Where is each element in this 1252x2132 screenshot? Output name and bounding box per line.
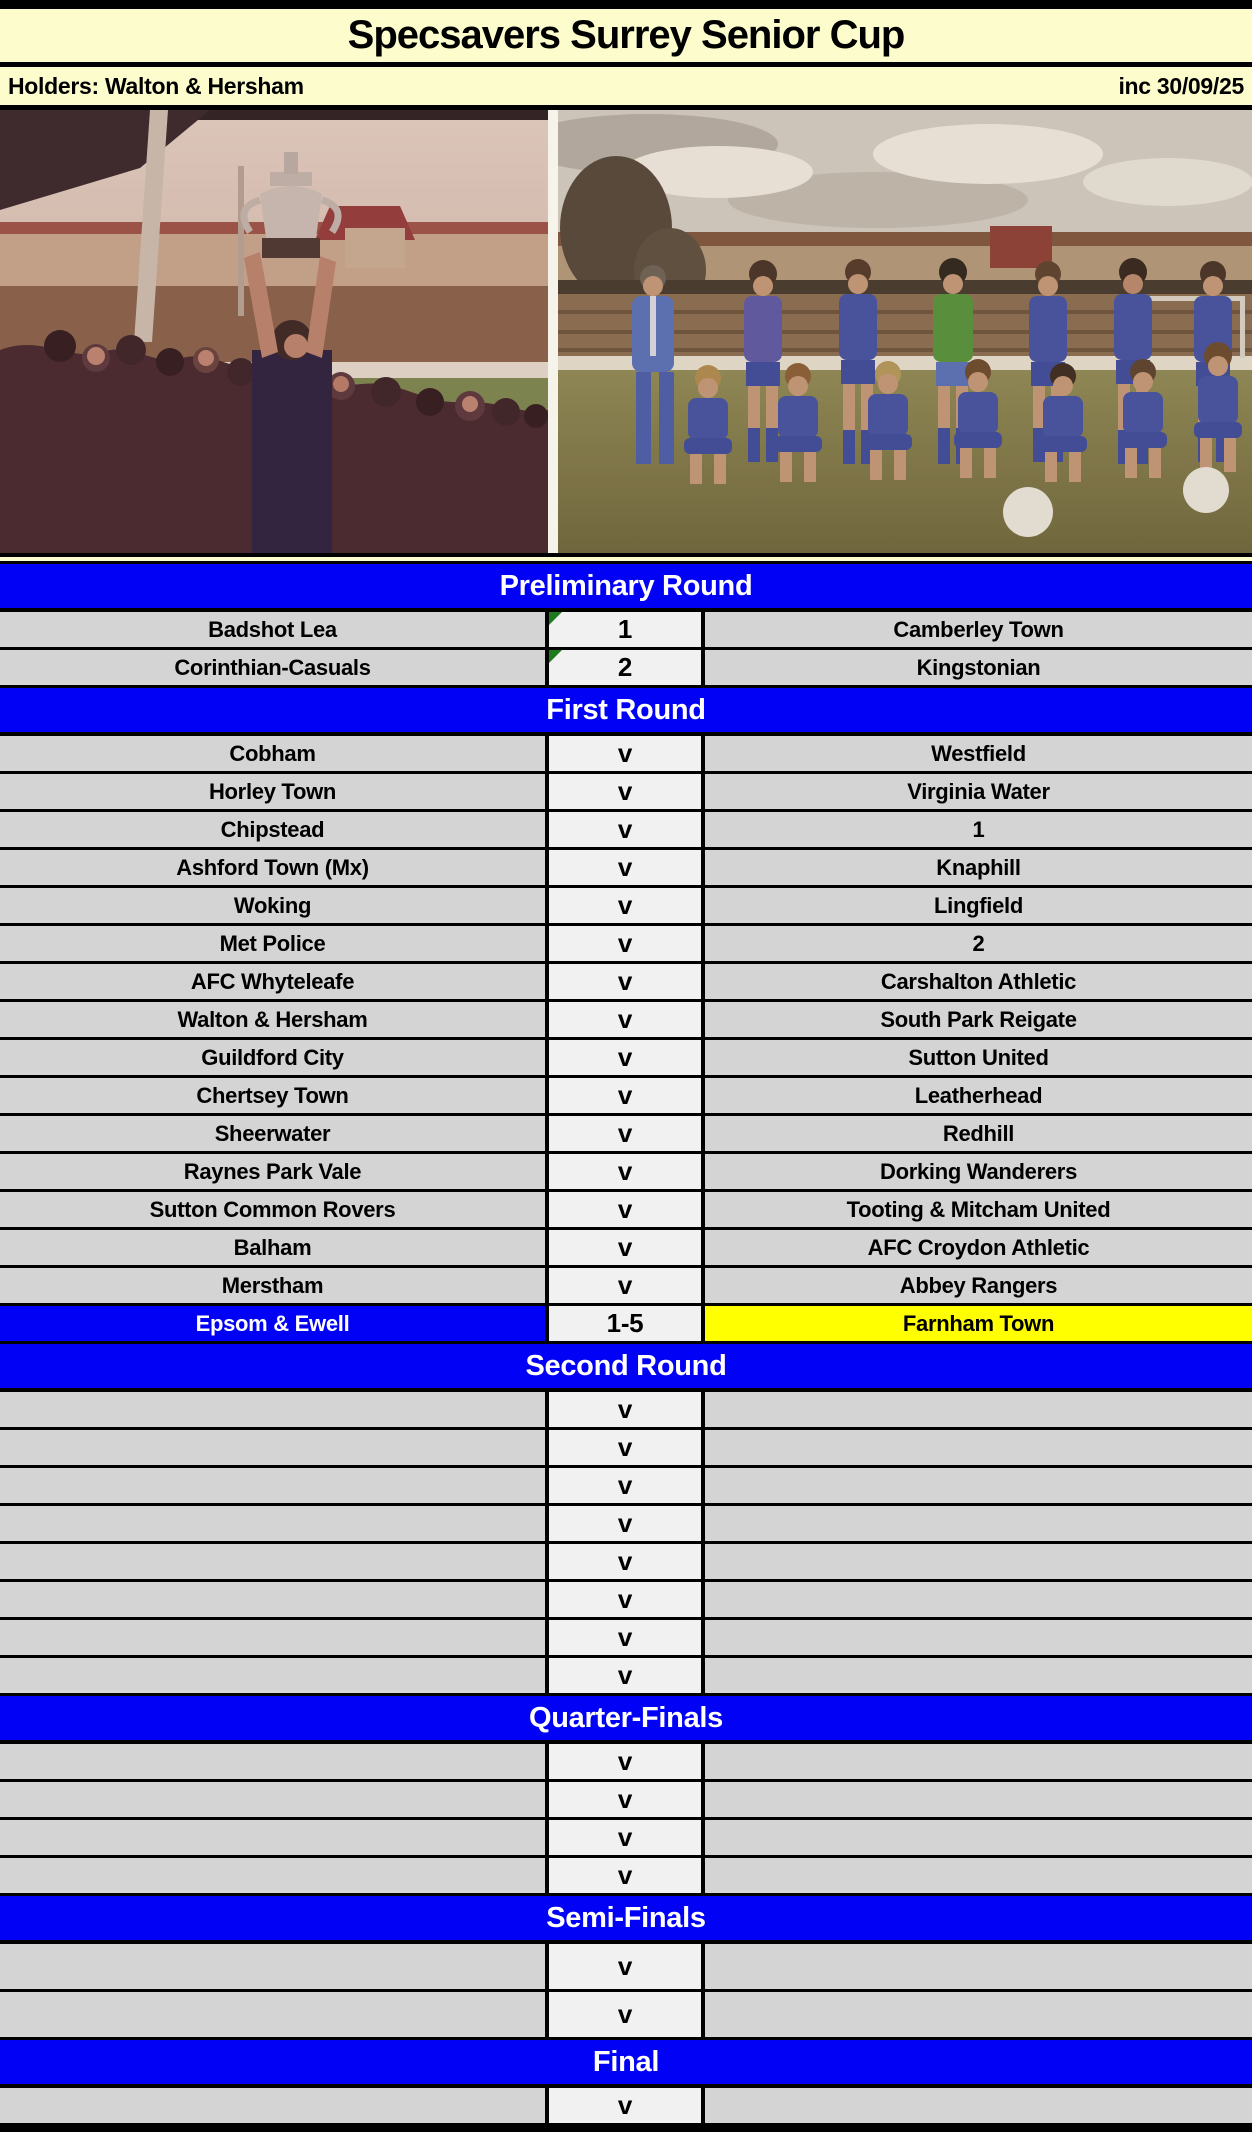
score-cell: v bbox=[545, 1002, 705, 1037]
away-team-cell bbox=[705, 1506, 1252, 1541]
score-cell: 1-5 bbox=[545, 1306, 705, 1341]
match-row bbox=[0, 888, 1252, 926]
away-team-cell bbox=[705, 2088, 1252, 2123]
round-banner: First Round bbox=[0, 688, 1252, 736]
away-team-cell: Sutton United bbox=[705, 1040, 1252, 1075]
score-cell: v bbox=[545, 964, 705, 999]
score-cell: v bbox=[545, 1192, 705, 1227]
away-team-cell bbox=[705, 1468, 1252, 1503]
match-row bbox=[0, 812, 1252, 850]
match-row bbox=[0, 1192, 1252, 1230]
match-row bbox=[0, 1430, 1252, 1468]
away-team-cell bbox=[705, 1392, 1252, 1427]
home-team-cell: Epsom & Ewell bbox=[0, 1306, 545, 1341]
match-row bbox=[0, 1544, 1252, 1582]
away-team-cell bbox=[705, 1744, 1252, 1779]
match-row bbox=[0, 1268, 1252, 1306]
away-team-cell: 2 bbox=[705, 926, 1252, 961]
away-team-cell: Leatherhead bbox=[705, 1078, 1252, 1113]
match-row bbox=[0, 2088, 1252, 2126]
home-team-cell: Chertsey Town bbox=[0, 1078, 545, 1113]
home-team-cell bbox=[0, 1782, 545, 1817]
score-cell: v bbox=[545, 1744, 705, 1779]
away-team-cell: Farnham Town bbox=[705, 1306, 1252, 1341]
away-team-cell: AFC Croydon Athletic bbox=[705, 1230, 1252, 1265]
round-banner: Preliminary Round bbox=[0, 564, 1252, 612]
home-team-cell bbox=[0, 1392, 545, 1427]
home-team-cell bbox=[0, 1620, 545, 1655]
home-team-cell bbox=[0, 1658, 545, 1693]
score-cell: v bbox=[545, 1992, 705, 2037]
match-row bbox=[0, 774, 1252, 812]
match-row bbox=[0, 1820, 1252, 1858]
score-cell: v bbox=[545, 1078, 705, 1113]
photo-strip bbox=[0, 110, 1252, 557]
score-cell: v bbox=[545, 1582, 705, 1617]
trophy-presentation-photo bbox=[0, 110, 548, 553]
match-row bbox=[0, 1506, 1252, 1544]
bracket bbox=[0, 561, 1252, 2126]
match-row bbox=[0, 1782, 1252, 1820]
away-team-cell: Abbey Rangers bbox=[705, 1268, 1252, 1303]
away-team-cell bbox=[705, 1620, 1252, 1655]
subheader-bar bbox=[0, 67, 1252, 110]
away-team-cell: Carshalton Athletic bbox=[705, 964, 1252, 999]
comment-marker-icon bbox=[549, 612, 562, 625]
score-cell: v bbox=[545, 1468, 705, 1503]
score-cell: v bbox=[545, 1820, 705, 1855]
score-cell: v bbox=[545, 1040, 705, 1075]
match-row bbox=[0, 1230, 1252, 1268]
comment-marker-icon bbox=[549, 650, 562, 663]
home-team-cell bbox=[0, 1468, 545, 1503]
round-banner: Second Round bbox=[0, 1344, 1252, 1392]
match-row bbox=[0, 1306, 1252, 1344]
home-team-cell bbox=[0, 1544, 545, 1579]
score-cell: v bbox=[545, 1506, 705, 1541]
away-team-cell: Redhill bbox=[705, 1116, 1252, 1151]
match-row bbox=[0, 1858, 1252, 1896]
match-row bbox=[0, 1040, 1252, 1078]
away-team-cell: South Park Reigate bbox=[705, 1002, 1252, 1037]
away-team-cell bbox=[705, 1582, 1252, 1617]
score-cell: v bbox=[545, 774, 705, 809]
score-cell: v bbox=[545, 1944, 705, 1989]
home-team-cell: Woking bbox=[0, 888, 545, 923]
score-cell: v bbox=[545, 1620, 705, 1655]
home-team-cell bbox=[0, 1944, 545, 1989]
score-cell: v bbox=[545, 926, 705, 961]
home-team-cell: Raynes Park Vale bbox=[0, 1154, 545, 1189]
match-row bbox=[0, 736, 1252, 774]
round-banner: Final bbox=[0, 2040, 1252, 2088]
match-row bbox=[0, 1620, 1252, 1658]
score-cell: v bbox=[545, 2088, 705, 2123]
away-team-cell: Lingfield bbox=[705, 888, 1252, 923]
away-team-cell: Kingstonian bbox=[705, 650, 1252, 685]
away-team-cell bbox=[705, 1820, 1252, 1855]
score-cell: v bbox=[545, 1658, 705, 1693]
holders-label: Holders: Walton & Hersham bbox=[8, 72, 304, 99]
home-team-cell bbox=[0, 1430, 545, 1465]
away-team-cell: 1 bbox=[705, 812, 1252, 847]
match-row bbox=[0, 964, 1252, 1002]
away-team-cell: Knaphill bbox=[705, 850, 1252, 885]
home-team-cell: Guildford City bbox=[0, 1040, 545, 1075]
home-team-cell bbox=[0, 1820, 545, 1855]
away-team-cell: Tooting & Mitcham United bbox=[705, 1192, 1252, 1227]
home-team-cell: Merstham bbox=[0, 1268, 545, 1303]
away-team-cell: Virginia Water bbox=[705, 774, 1252, 809]
score-cell: v bbox=[545, 812, 705, 847]
title-bar bbox=[0, 9, 1252, 67]
home-team-cell: Badshot Lea bbox=[0, 612, 545, 647]
score-cell: v bbox=[545, 1116, 705, 1151]
score-cell: v bbox=[545, 1782, 705, 1817]
score-cell: v bbox=[545, 1858, 705, 1893]
home-team-cell: Met Police bbox=[0, 926, 545, 961]
score-cell: v bbox=[545, 888, 705, 923]
away-team-cell bbox=[705, 1858, 1252, 1893]
match-row bbox=[0, 1116, 1252, 1154]
home-team-cell: Horley Town bbox=[0, 774, 545, 809]
round-banner: Semi-Finals bbox=[0, 1896, 1252, 1944]
away-team-cell bbox=[705, 1944, 1252, 1989]
home-team-cell: Chipstead bbox=[0, 812, 545, 847]
score-cell: v bbox=[545, 1154, 705, 1189]
match-row bbox=[0, 1392, 1252, 1430]
match-row bbox=[0, 1944, 1252, 1992]
home-team-cell: Cobham bbox=[0, 736, 545, 771]
score-cell: v bbox=[545, 1230, 705, 1265]
home-team-cell: AFC Whyteleafe bbox=[0, 964, 545, 999]
home-team-cell: Ashford Town (Mx) bbox=[0, 850, 545, 885]
away-team-cell bbox=[705, 1782, 1252, 1817]
page-title: Specsavers Surrey Senior Cup bbox=[347, 13, 905, 57]
round-banner: Quarter-Finals bbox=[0, 1696, 1252, 1744]
score-cell: v bbox=[545, 736, 705, 771]
away-team-cell: Dorking Wanderers bbox=[705, 1154, 1252, 1189]
home-team-cell bbox=[0, 2088, 545, 2123]
home-team-cell: Walton & Hersham bbox=[0, 1002, 545, 1037]
home-team-cell bbox=[0, 1744, 545, 1779]
match-row bbox=[0, 1582, 1252, 1620]
home-team-cell: Sutton Common Rovers bbox=[0, 1192, 545, 1227]
home-team-cell bbox=[0, 1858, 545, 1893]
match-row bbox=[0, 1078, 1252, 1116]
match-row bbox=[0, 650, 1252, 688]
match-row bbox=[0, 1002, 1252, 1040]
home-team-cell: Corinthian-Casuals bbox=[0, 650, 545, 685]
match-row bbox=[0, 1154, 1252, 1192]
home-team-cell bbox=[0, 1582, 545, 1617]
away-team-cell bbox=[705, 1544, 1252, 1579]
score-cell: v bbox=[545, 1430, 705, 1465]
home-team-cell bbox=[0, 1992, 545, 2037]
match-row bbox=[0, 1992, 1252, 2040]
match-row bbox=[0, 612, 1252, 650]
sepia-tint bbox=[0, 110, 548, 553]
home-team-cell bbox=[0, 1506, 545, 1541]
score-cell: v bbox=[545, 1268, 705, 1303]
away-team-cell bbox=[705, 1430, 1252, 1465]
score-cell: v bbox=[545, 850, 705, 885]
match-row bbox=[0, 1468, 1252, 1506]
home-team-cell: Sheerwater bbox=[0, 1116, 545, 1151]
away-team-cell: Westfield bbox=[705, 736, 1252, 771]
match-row bbox=[0, 926, 1252, 964]
score-cell: 1 bbox=[545, 612, 705, 647]
score-cell: v bbox=[545, 1392, 705, 1427]
score-cell: v bbox=[545, 1544, 705, 1579]
away-team-cell bbox=[705, 1992, 1252, 2037]
updated-label: inc 30/09/25 bbox=[1118, 72, 1244, 99]
away-team-cell bbox=[705, 1658, 1252, 1693]
away-team-cell: Camberley Town bbox=[705, 612, 1252, 647]
warm-tint bbox=[558, 110, 1252, 553]
team-group-photo bbox=[558, 110, 1252, 553]
match-row bbox=[0, 1744, 1252, 1782]
match-row bbox=[0, 1658, 1252, 1696]
match-row bbox=[0, 850, 1252, 888]
home-team-cell: Balham bbox=[0, 1230, 545, 1265]
score-cell: 2 bbox=[545, 650, 705, 685]
